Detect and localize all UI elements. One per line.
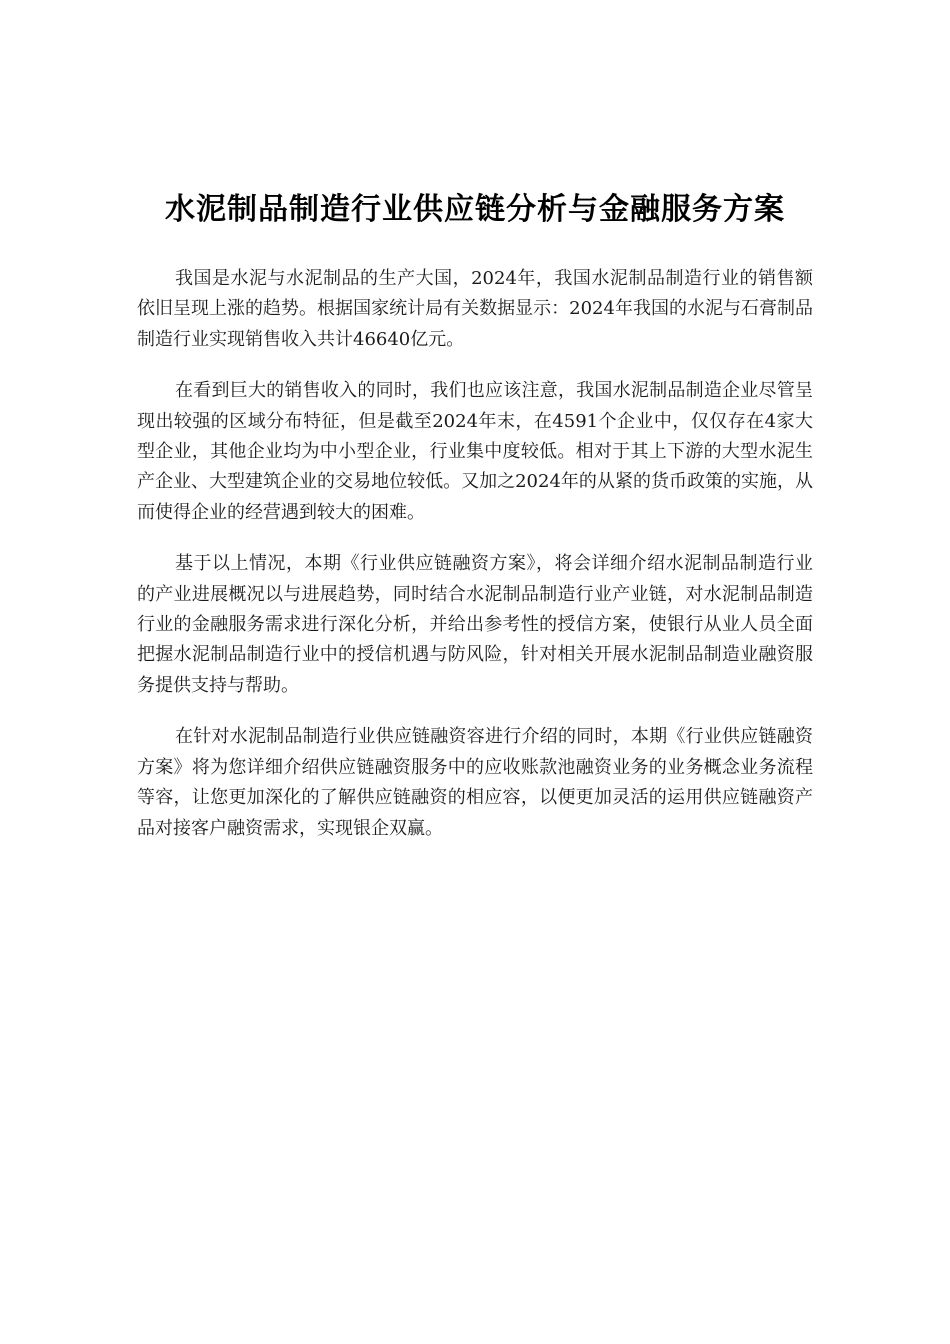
- paragraph-2: 在看到巨大的销售收入的同时，我们也应该注意，我国水泥制品制造企业尽管呈现出较强的区域分布特征，但是截至2024年末，在4591个企业中，仅仅存在4家大型企业，其他企业均为中小型企业，行业集中度较低。相对于其上下游的大型水泥生产企业、大型建筑企业的交易地位较低。又加之2024年的从紧的货币政策的实施，从而使得企业的经营遇到较大的困难。: [137, 380, 813, 523]
- paragraph-3: 基于以上情况，本期《行业供应链融资方案》，将会详细介绍水泥制品制造行业的产业进展概况以与进展趋势，同时结合水泥制品制造行业产业链，对水泥制品制造行业的金融服务需求进行深化分析，并给出参考性的授信方案，使银行从业人员全面把握水泥制品制造行业中的授信机遇与防风险，针对相关开展水泥制品制造业融资服务提供支持与帮助。: [137, 553, 813, 696]
- paragraph-1: 我国是水泥与水泥制品的生产大国，2024年，我国水泥制品制造行业的销售额依旧呈现上涨的趋势。根据国家统计局有关数据显示：2024年我国的水泥与石膏制品制造行业实现销售收入共计46640亿元。: [137, 268, 813, 350]
- paragraph-4: 在针对水泥制品制造行业供应链融资容进行介绍的同时，本期《行业供应链融资方案》将为您详细介绍供应链融资服务中的应收账款池融资业务的业务概念业务流程等容，让您更加深化的了解供应链融资的相应容，以便更加灵活的运用供应链融资产品对接客户融资需求，实现银企双赢。: [137, 726, 813, 839]
- document-body: [137, 264, 813, 865]
- document-title: 水泥制品制造行业供应链分析与金融服务方案: [165, 192, 785, 227]
